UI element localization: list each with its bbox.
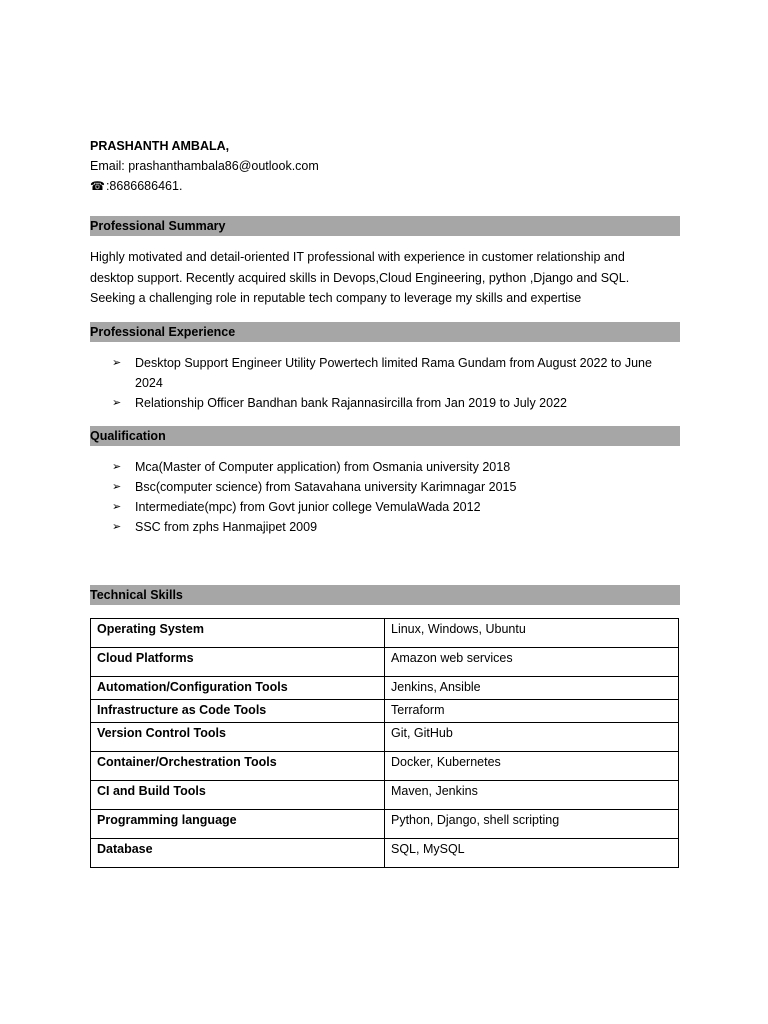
- table-row: [91, 647, 679, 676]
- list-item: [90, 477, 680, 497]
- skill-value: Jenkins, Ansible: [385, 676, 679, 699]
- table-row: [91, 838, 679, 867]
- table-row: [91, 722, 679, 751]
- email-line: [90, 156, 680, 176]
- list-item: [90, 497, 680, 517]
- skill-value: Python, Django, shell scripting: [385, 809, 679, 838]
- phone-number: :8686686461.: [105, 179, 183, 193]
- skill-value: SQL, MySQL: [385, 838, 679, 867]
- arrow-bullet-icon: ➢: [112, 520, 122, 533]
- experience-list: [90, 353, 680, 413]
- skill-value: Amazon web services: [385, 647, 679, 676]
- qualification-item: Mca(Master of Computer application) from Osmania university 2018: [135, 459, 511, 474]
- skill-category: Version Control Tools: [91, 722, 385, 751]
- arrow-bullet-icon: ➢: [112, 356, 122, 369]
- experience-item: Relationship Officer Bandhan bank Rajannasircilla from Jan 2019 to July 2022: [135, 395, 567, 410]
- email-label: Email:: [90, 159, 129, 173]
- email-address: prashanthambala86@outlook.com: [128, 159, 319, 173]
- skill-category: CI and Build Tools: [91, 780, 385, 809]
- skills-table: [90, 618, 679, 868]
- qualification-list: [90, 457, 680, 537]
- arrow-bullet-icon: ➢: [112, 396, 122, 409]
- skill-value: Maven, Jenkins: [385, 780, 679, 809]
- section-header-experience: Professional Experience: [90, 322, 680, 342]
- table-row: [91, 809, 679, 838]
- qualification-item: Intermediate(mpc) from Govt junior college VemulaWada 2012: [135, 499, 481, 514]
- section-header-skills: Technical Skills: [90, 585, 680, 605]
- arrow-bullet-icon: ➢: [112, 460, 122, 473]
- skill-category: Cloud Platforms: [91, 647, 385, 676]
- table-row: [91, 676, 679, 699]
- skill-category: Container/Orchestration Tools: [91, 751, 385, 780]
- summary-line: Highly motivated and detail-oriented IT professional with experience in customer relationship and: [90, 250, 625, 264]
- table-row: [91, 780, 679, 809]
- list-item: [90, 393, 680, 413]
- skill-value: Linux, Windows, Ubuntu: [385, 618, 679, 647]
- skill-category: Database: [91, 838, 385, 867]
- section-header-summary: Professional Summary: [90, 216, 680, 236]
- phone-line: [90, 176, 680, 196]
- summary-text: [90, 247, 680, 309]
- qualification-item: Bsc(computer science) from Satavahana university Karimnagar 2015: [135, 479, 517, 494]
- experience-item: Desktop Support Engineer Utility Powertech limited Rama Gundam from August 2022 to June 2024: [135, 355, 652, 390]
- section-header-qualification: Qualification: [90, 426, 680, 446]
- arrow-bullet-icon: ➢: [112, 500, 122, 513]
- table-row: [91, 699, 679, 722]
- qualification-item: SSC from zphs Hanmajipet 2009: [135, 519, 318, 534]
- skill-category: Operating System: [91, 618, 385, 647]
- table-row: [91, 618, 679, 647]
- skill-category: Programming language: [91, 809, 385, 838]
- skill-category: Automation/Configuration Tools: [91, 676, 385, 699]
- resume-page: [90, 136, 680, 868]
- list-item: [90, 457, 680, 477]
- summary-line: Seeking a challenging role in reputable tech company to leverage my skills and expertise: [90, 291, 582, 305]
- table-row: [91, 751, 679, 780]
- phone-icon: ☎: [90, 179, 105, 193]
- skill-value: Docker, Kubernetes: [385, 751, 679, 780]
- summary-line: desktop support. Recently acquired skills in Devops,Cloud Engineering, python ,Django and SQL.: [90, 270, 630, 285]
- skill-category: Infrastructure as Code Tools: [91, 699, 385, 722]
- list-item: [90, 517, 680, 537]
- arrow-bullet-icon: ➢: [112, 480, 122, 493]
- candidate-name: PRASHANTH AMBALA,: [90, 139, 230, 153]
- skill-value: Terraform: [385, 699, 679, 722]
- skill-value: Git, GitHub: [385, 722, 679, 751]
- list-item: [90, 353, 680, 393]
